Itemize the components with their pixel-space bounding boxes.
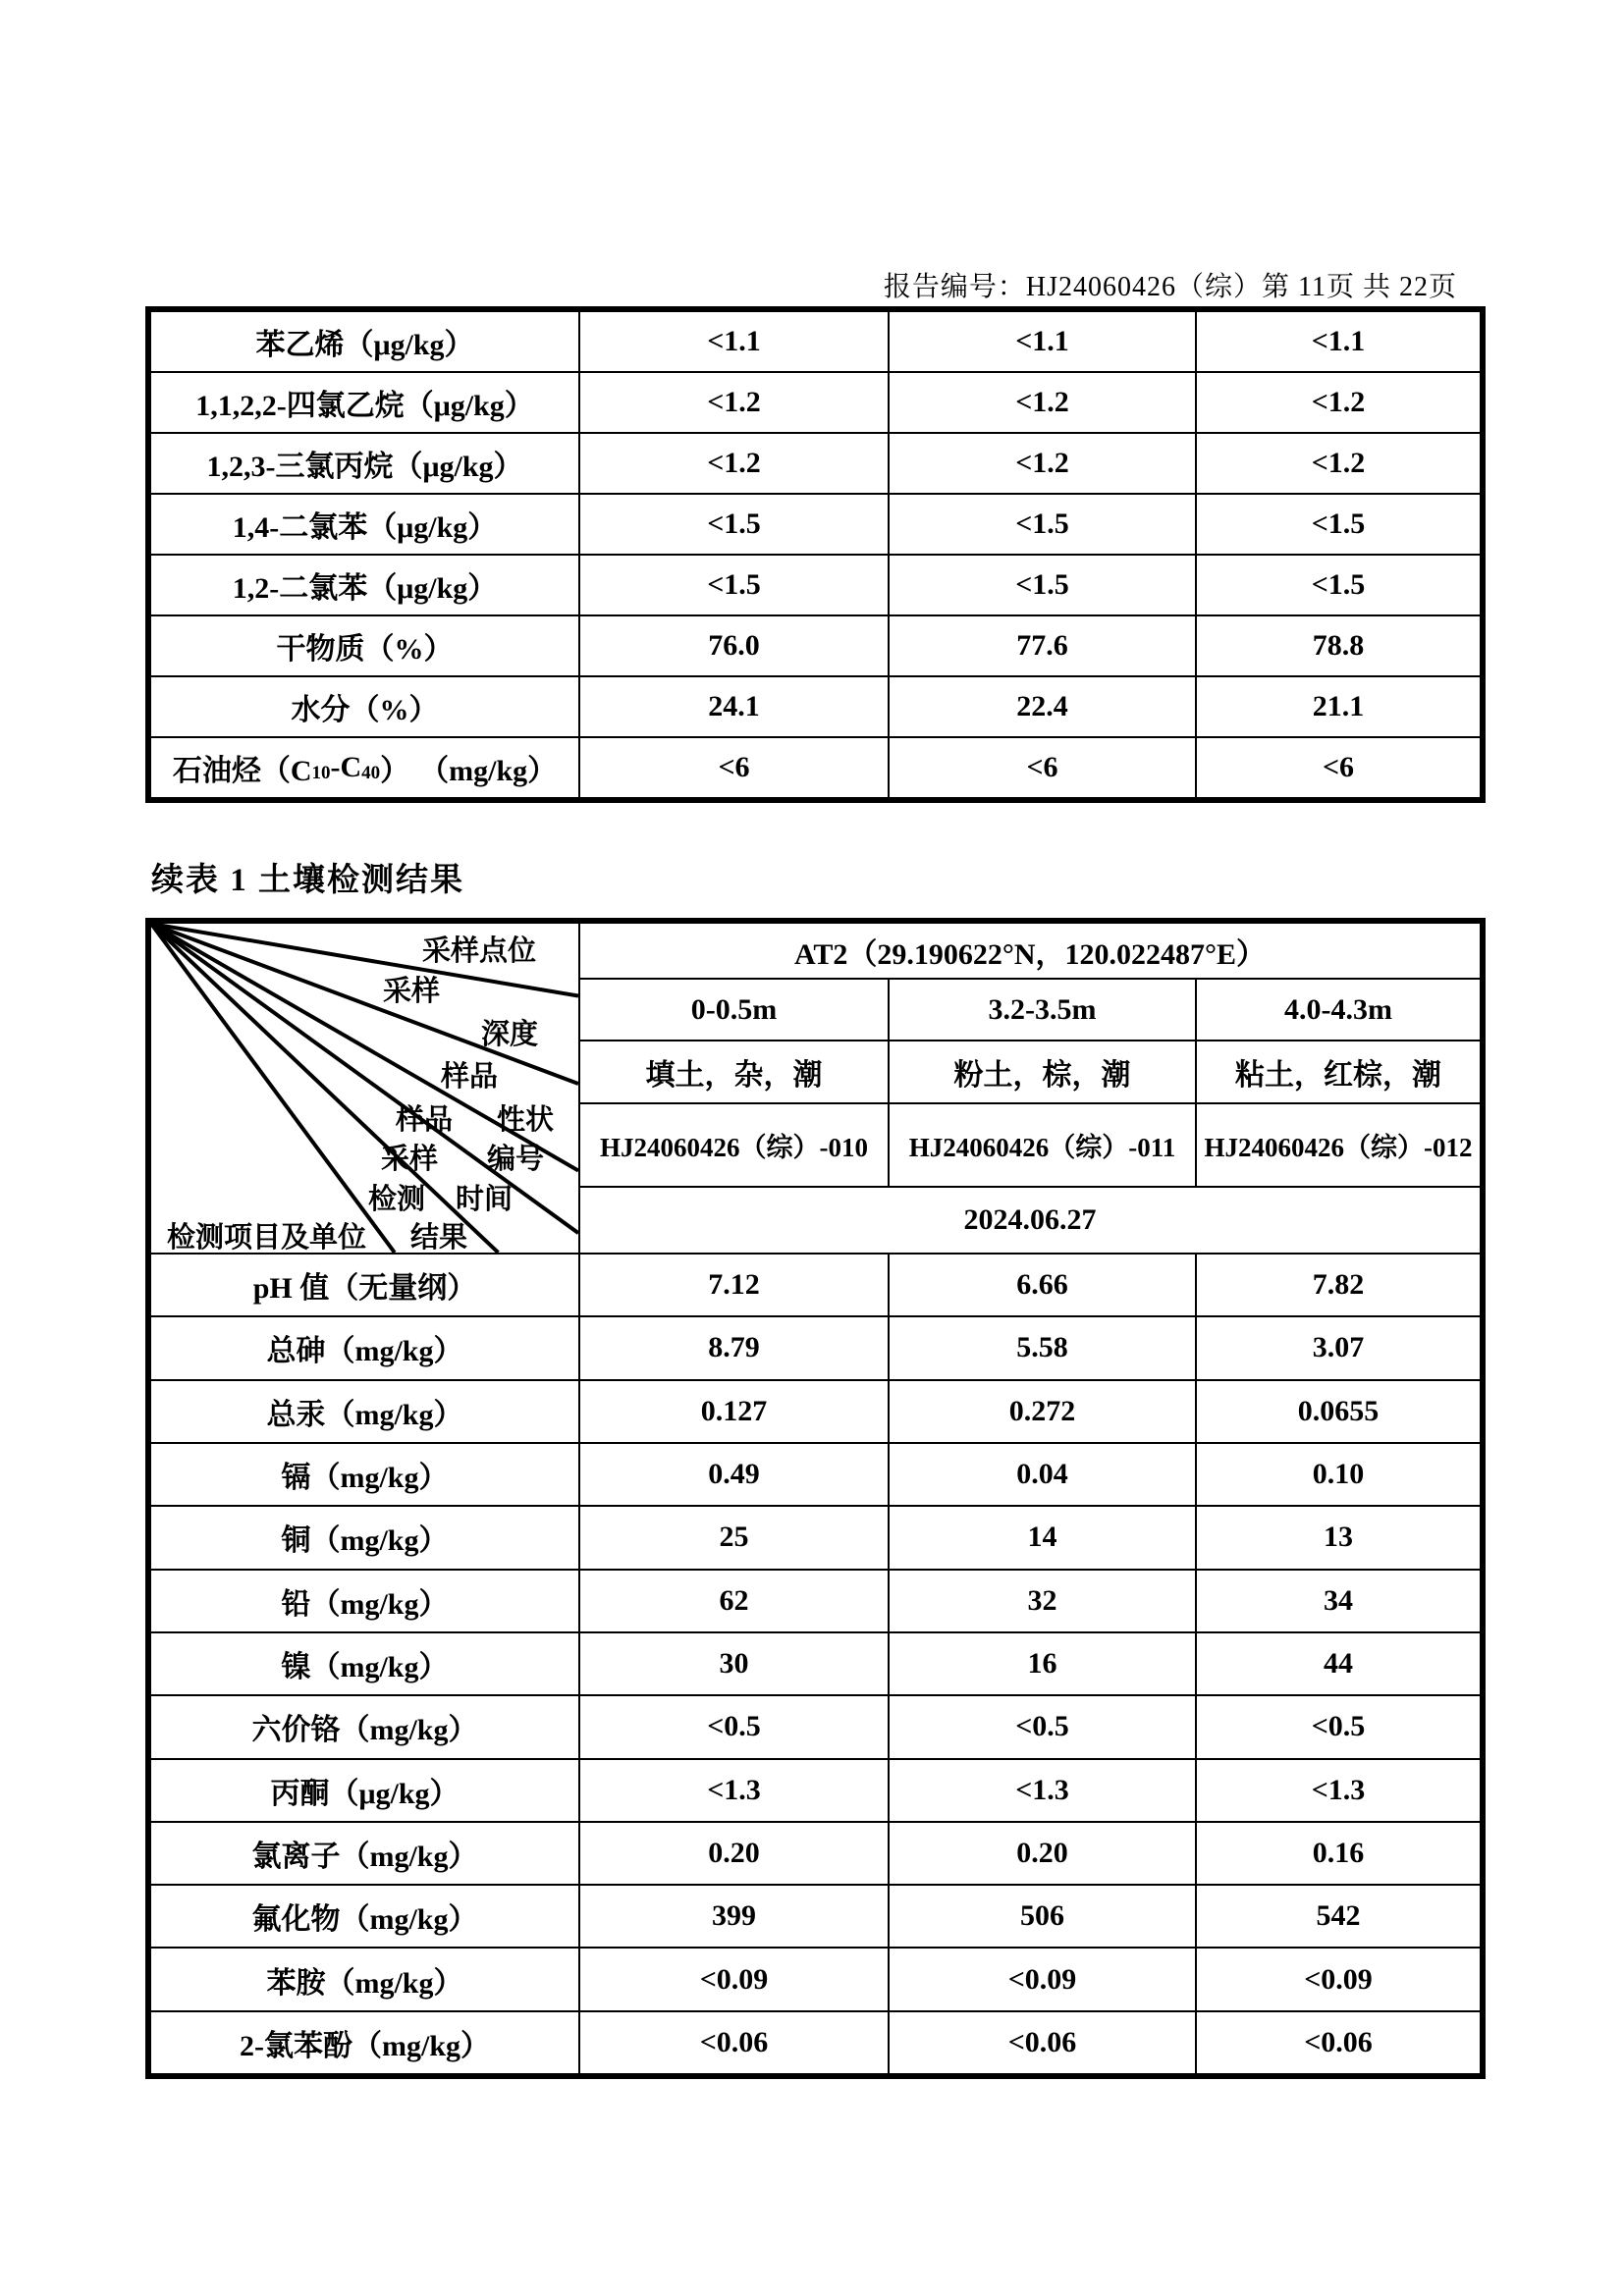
result-value: 0.20	[890, 1823, 1197, 1884]
analyte-label: 2-氯苯酚（mg/kg）	[151, 2012, 580, 2073]
analyte-label: 干物质（%）	[151, 616, 580, 675]
table-row	[151, 1823, 1480, 1886]
result-value: 76.0	[580, 616, 890, 675]
table2-body	[151, 1255, 1480, 2073]
table-row	[151, 1760, 1480, 1823]
result-value: 542	[1316, 1899, 1361, 1933]
corner-label-parameter-unit: 检测项目及单位	[167, 1222, 367, 1253]
result-value: <6	[580, 738, 890, 797]
result-value: <6	[890, 738, 1197, 797]
sample-character-value: 填土，杂，潮	[580, 1041, 890, 1102]
result-value: 0.272	[890, 1381, 1197, 1442]
result-value: <0.5	[890, 1696, 1197, 1757]
table-row	[151, 1633, 1480, 1696]
analyte-label-petroleum: 石油烃（C $_{10}$ -C $_{40}$ ） （mg/kg）	[151, 738, 580, 797]
sample-id-value: HJ24060426（综）-012	[1204, 1133, 1473, 1162]
table-row	[151, 373, 1480, 434]
sample-character-row	[580, 1041, 1480, 1104]
depth-value: 4.0-4.3m	[1284, 992, 1392, 1026]
result-value: 34	[1324, 1583, 1353, 1617]
result-value: 30	[580, 1633, 890, 1694]
analyte-label: 总汞（mg/kg）	[151, 1381, 580, 1442]
analyte-label: 氯离子（mg/kg）	[151, 1823, 580, 1884]
result-value: 506	[890, 1886, 1197, 1947]
analyte-label: 苯乙烯（μg/kg）	[151, 312, 580, 371]
date-row	[580, 1188, 1480, 1253]
table-row	[151, 556, 1480, 616]
result-value: <1.2	[1311, 447, 1366, 479]
analyte-label: 镍（mg/kg）	[151, 1633, 580, 1694]
corner-label-sampling-point: 采样点位	[422, 935, 537, 967]
result-value: 0.0655	[1297, 1394, 1380, 1427]
corner-label-sample-id-2: 编号	[487, 1144, 545, 1175]
result-value: <0.06	[1304, 2025, 1373, 2058]
table-row	[151, 1696, 1480, 1759]
result-value: 0.16	[1312, 1836, 1365, 1869]
result-value: <1.5	[1311, 568, 1366, 601]
table-row	[151, 616, 1480, 677]
result-value: 7.12	[580, 1255, 890, 1315]
result-value: <0.06	[890, 2012, 1197, 2073]
result-value: <1.5	[890, 495, 1197, 554]
table-row	[151, 1444, 1480, 1507]
sampling-point-value: AT2（29.190622°N，120.022487°E）	[793, 937, 1267, 971]
table-row	[151, 1571, 1480, 1633]
analyte-label: 总砷（mg/kg）	[151, 1317, 580, 1378]
result-value: 5.58	[890, 1317, 1197, 1378]
table-row	[151, 738, 1480, 797]
analyte-label: 苯胺（mg/kg）	[151, 1949, 580, 2009]
result-value: 78.8	[1312, 629, 1365, 662]
result-value: <0.5	[1311, 1710, 1366, 1743]
result-value: 13	[1324, 1521, 1353, 1554]
result-value: 0.49	[580, 1444, 890, 1505]
analyte-label: 丙酮（μg/kg）	[151, 1760, 580, 1821]
sample-id-row	[580, 1104, 1480, 1188]
corner-label-character-2: 性状	[497, 1104, 555, 1136]
result-value: <0.5	[580, 1696, 890, 1757]
result-value: 77.6	[890, 616, 1197, 675]
table-row	[151, 677, 1480, 738]
result-value: <1.1	[890, 312, 1197, 371]
result-value: 62	[580, 1571, 890, 1631]
sample-id-value: HJ24060426（综）-011	[890, 1104, 1197, 1186]
table2-header-right	[580, 924, 1480, 1253]
table1-voc-results	[145, 306, 1486, 803]
analyte-label: 镉（mg/kg）	[151, 1444, 580, 1505]
corner-label-result-1: 检测	[368, 1184, 426, 1215]
sample-id-value: HJ24060426（综）-010	[580, 1104, 890, 1186]
corner-label-time-1: 采样	[381, 1144, 439, 1175]
result-value: 14	[890, 1507, 1197, 1568]
table-row	[151, 1949, 1480, 2011]
result-value: 32	[890, 1571, 1197, 1631]
petroleum-label-part: 石油烃（C	[172, 755, 312, 787]
corner-label-depth-1: 采样	[383, 976, 441, 1007]
table-row	[151, 1507, 1480, 1570]
table2-soil-results	[145, 918, 1486, 2079]
result-value: 16	[890, 1633, 1197, 1694]
diagonal-divider-lines	[151, 924, 578, 1253]
sample-character-value: 粉土，棕，潮	[890, 1041, 1197, 1102]
depth-value: 3.2-3.5m	[890, 980, 1197, 1040]
table-row	[151, 1886, 1480, 1949]
result-value: 0.20	[580, 1823, 890, 1884]
table-row	[151, 495, 1480, 556]
analyte-label: 1,2,3-三氯丙烷（μg/kg）	[151, 434, 580, 493]
petroleum-label-part: （mg/kg）	[419, 755, 558, 787]
corner-label-result-2: 结果	[410, 1222, 468, 1253]
analyte-label: 氟化物（mg/kg）	[151, 1886, 580, 1947]
table2-caption: 续表 1 土壤检测结果	[151, 863, 464, 898]
petroleum-label-part: -C	[330, 751, 362, 783]
result-value: <1.5	[580, 495, 890, 554]
table-row	[151, 2012, 1480, 2073]
corner-label-character-1: 样品	[441, 1061, 499, 1093]
result-value: 6.66	[890, 1255, 1197, 1315]
result-value: 0.127	[580, 1381, 890, 1442]
petroleum-label-part: ）	[380, 755, 410, 787]
depth-value: 0-0.5m	[580, 980, 890, 1040]
analyte-label: 铅（mg/kg）	[151, 1571, 580, 1631]
result-value: 24.1	[580, 677, 890, 736]
result-value: 7.82	[1312, 1268, 1365, 1302]
result-value: <1.2	[890, 434, 1197, 493]
result-value: <1.3	[890, 1760, 1197, 1821]
date-value: 2024.06.27	[963, 1203, 1097, 1236]
diagonal-header-cell	[151, 924, 580, 1253]
result-value: 25	[580, 1507, 890, 1568]
result-value: <1.3	[1311, 1773, 1366, 1806]
result-value: <1.3	[580, 1760, 890, 1821]
analyte-label: 1,1,2,2-四氯乙烷（μg/kg）	[151, 373, 580, 432]
result-value: 8.79	[580, 1317, 890, 1378]
result-value: <1.2	[1311, 386, 1366, 418]
analyte-label: 水分（%）	[151, 677, 580, 736]
depth-row	[580, 980, 1480, 1041]
analyte-label: 铜（mg/kg）	[151, 1507, 580, 1568]
corner-label-depth-2: 深度	[481, 1019, 539, 1050]
result-value: 399	[580, 1886, 890, 1947]
table-row	[151, 1381, 1480, 1444]
analyte-label: 六价铬（mg/kg）	[151, 1696, 580, 1757]
table2-header	[151, 924, 1480, 1255]
result-value: 22.4	[890, 677, 1197, 736]
result-value: <6	[1322, 751, 1355, 783]
sample-character-value: 粘土，红棕，潮	[1235, 1059, 1441, 1092]
corner-label-time-2: 时间	[456, 1184, 514, 1215]
result-value: <1.1	[1311, 325, 1366, 357]
corner-label-sample-id-1: 样品	[396, 1104, 454, 1136]
table-row	[151, 1255, 1480, 1317]
result-value: 3.07	[1312, 1331, 1365, 1364]
table-row	[151, 434, 1480, 495]
table-row	[151, 1317, 1480, 1380]
analyte-label: 1,4-二氯苯（μg/kg）	[151, 495, 580, 554]
result-value: <0.09	[1304, 1962, 1373, 1996]
table-row	[151, 312, 1480, 373]
result-value: <1.2	[580, 373, 890, 432]
result-value: <0.06	[580, 2012, 890, 2073]
analyte-label: pH 值（无量纲）	[151, 1255, 580, 1315]
result-value: <1.2	[580, 434, 890, 493]
result-value: <0.09	[890, 1949, 1197, 2009]
report-number-line: 报告编号：HJ24060426（综）第 11页 共 22页	[883, 272, 1457, 302]
result-value: <1.2	[890, 373, 1197, 432]
result-value: 21.1	[1312, 690, 1365, 722]
result-value: 0.10	[1312, 1458, 1365, 1491]
result-value: <1.1	[580, 312, 890, 371]
result-value: <1.5	[1311, 507, 1366, 540]
result-value: <0.09	[580, 1949, 890, 2009]
result-value: <1.5	[890, 556, 1197, 614]
result-value: 0.04	[890, 1444, 1197, 1505]
result-value: 44	[1324, 1647, 1353, 1681]
analyte-label: 1,2-二氯苯（μg/kg）	[151, 556, 580, 614]
result-value: <1.5	[580, 556, 890, 614]
sampling-point-row	[580, 924, 1480, 980]
